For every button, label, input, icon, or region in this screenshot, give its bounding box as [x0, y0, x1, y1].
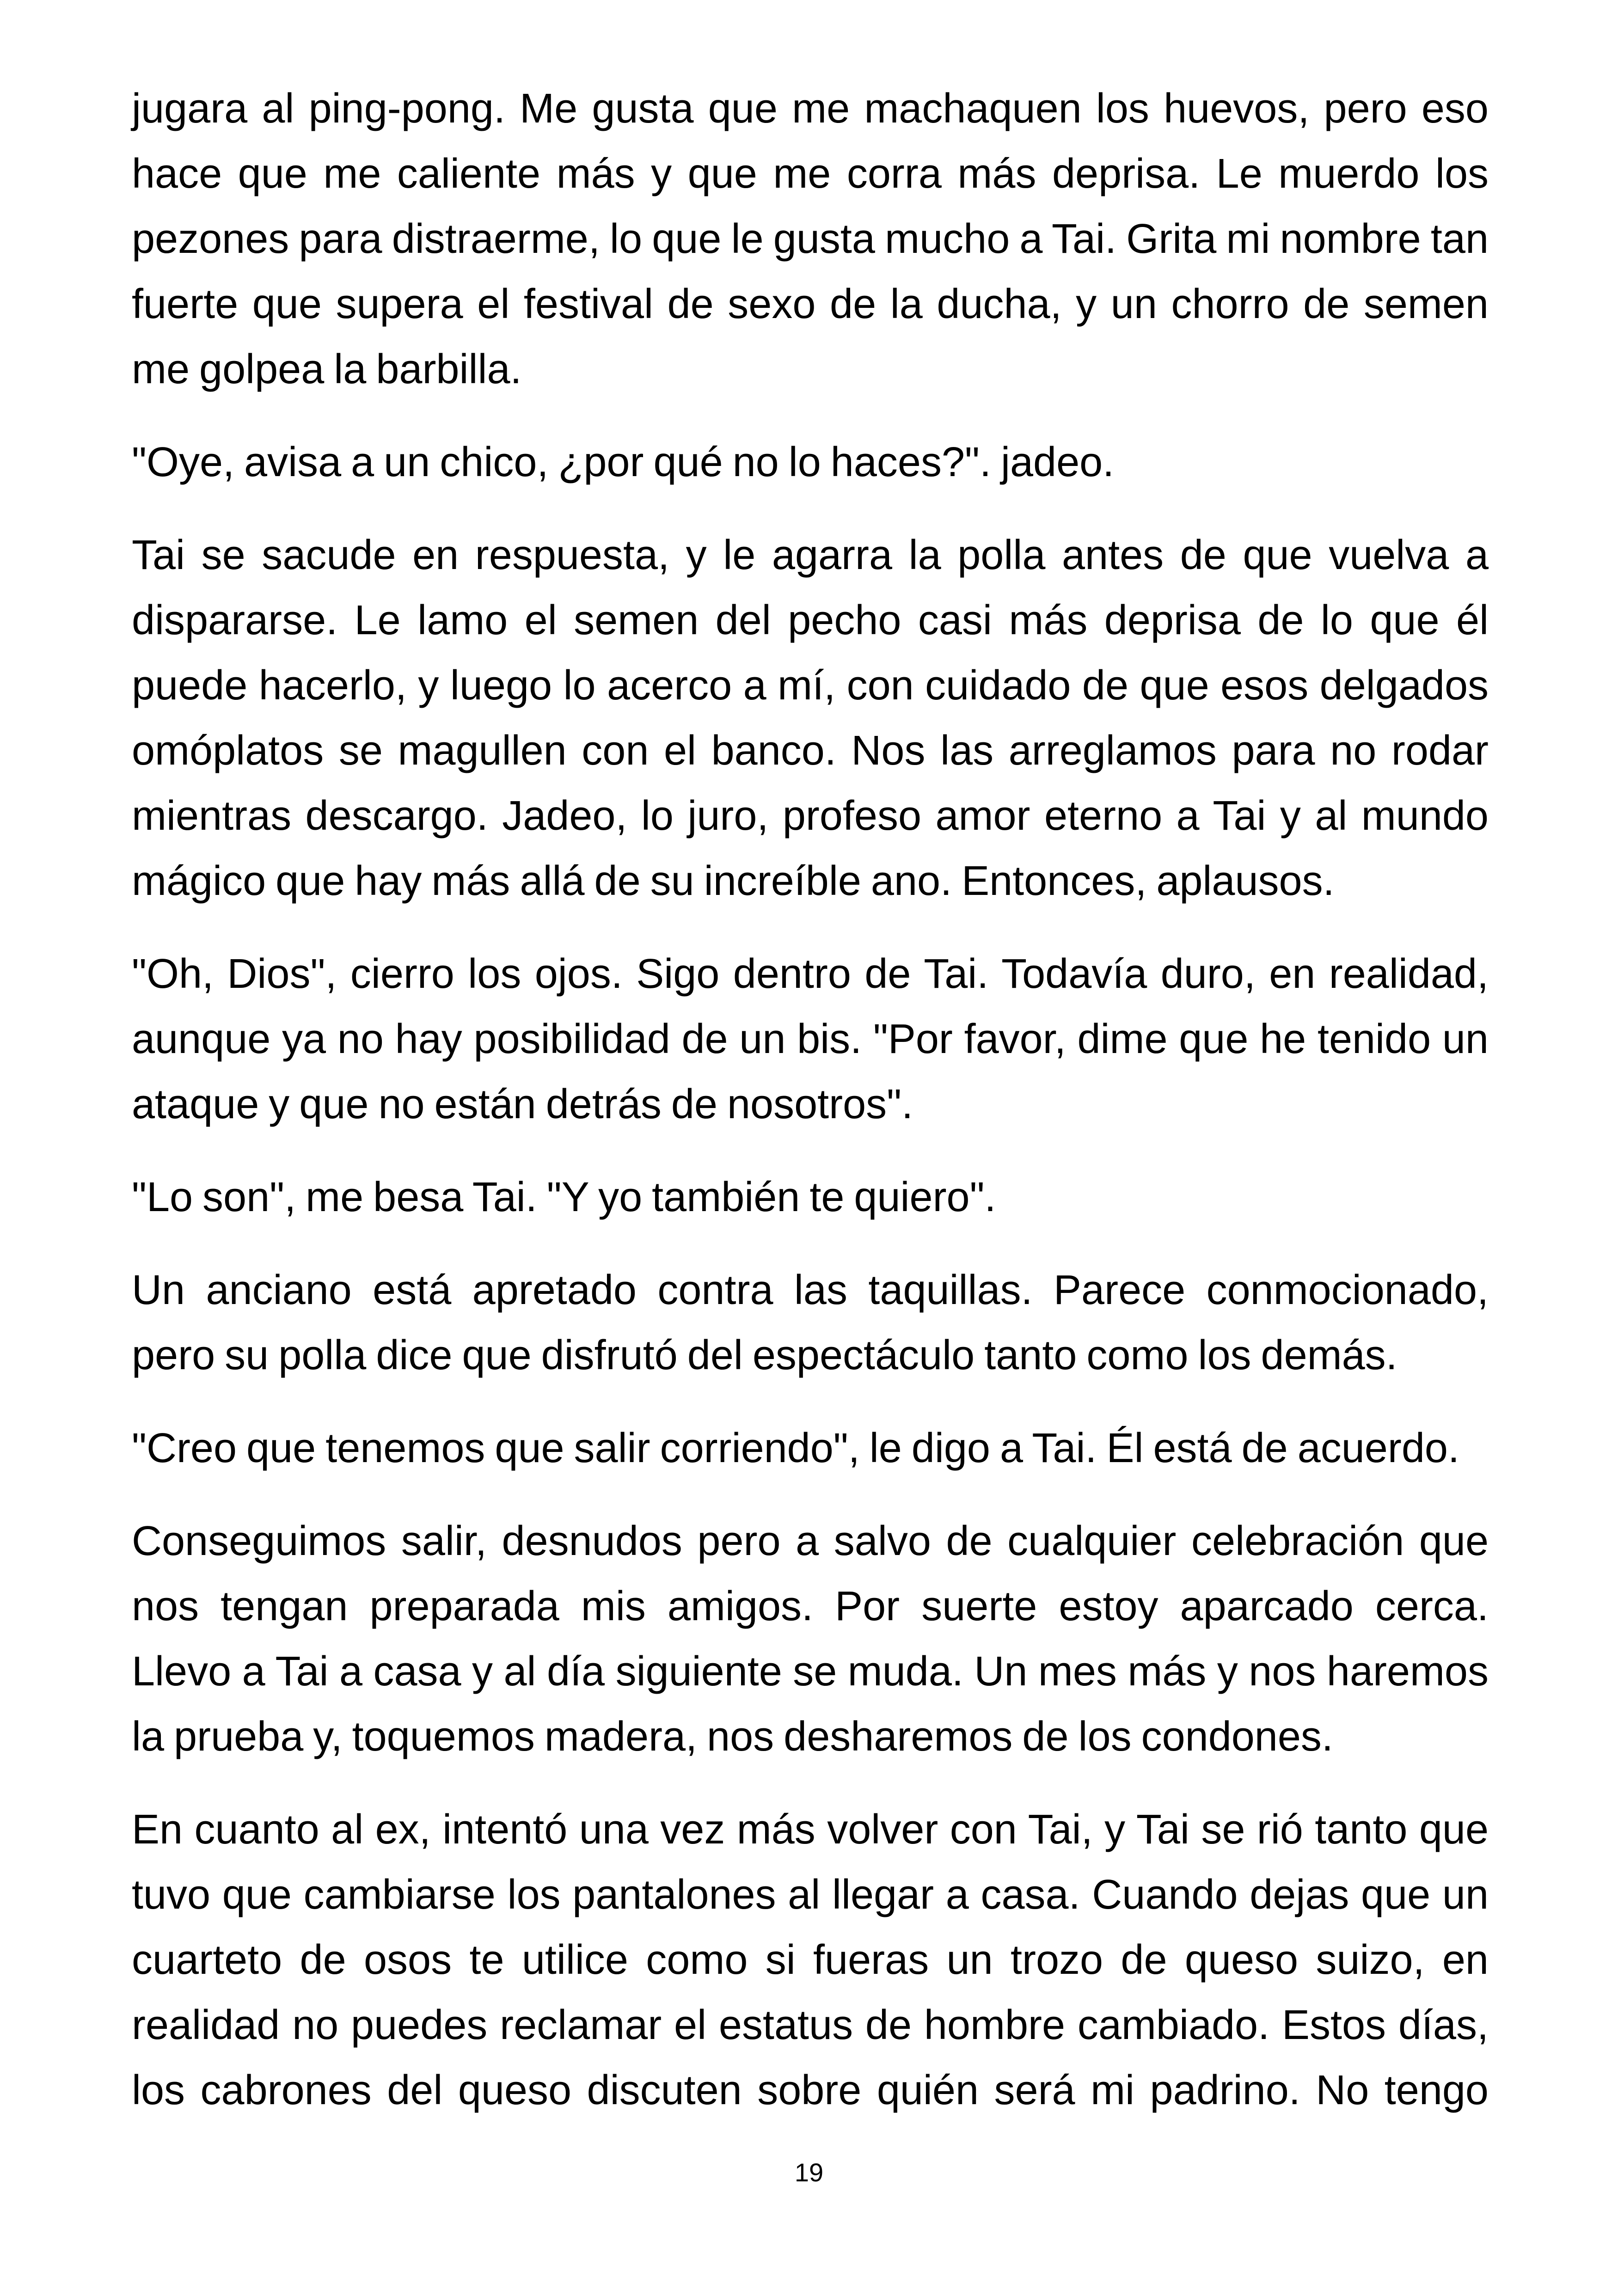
body-text [132, 76, 1489, 2151]
paragraph-9: En cuanto al ex, intentó una vez más volver con Tai, y Tai se rió tanto que tuvo que cambiarse los pantalones al llegar a casa. Cuando dejas que un cuarteto de osos te utilice como si fueras un trozo de queso suizo, en realidad no puedes reclamar el estatus de hombre cambiado. Estos días, los cabrones del queso discuten sobre quién será mi padrino. No tengo [132, 1806, 1489, 2113]
paragraph-2: "Oye, avisa a un chico, ¿por qué no lo haces?". jadeo. [132, 439, 1115, 485]
paragraph-6: Un anciano está apretado contra las taquillas. Parece conmocionado, pero su polla dice que disfrutó del espectáculo tanto como los demás. [132, 1267, 1489, 1378]
paragraph-4: "Oh, Dios", cierro los ojos. Sigo dentro de Tai. Todavía duro, en realidad, aunque ya no hay posibilidad de un bis. "Por favor, dime que he tenido un ataque y que no están detrás de nosotros". [132, 951, 1489, 1127]
paragraph-8: Conseguimos salir, desnudos pero a salvo de cualquier celebración que nos tengan preparada mis amigos. Por suerte estoy aparcado cerca. Llevo a Tai a casa y al día siguiente se muda. Un mes más y nos haremos la prueba y, toquemos madera, nos desharemos de los condones. [132, 1518, 1489, 1760]
paragraph-3: Tai se sacude en respuesta, y le agarra la polla antes de que vuelva a dispararse. Le lamo el semen del pecho casi más deprisa de lo que él puede hacerlo, y luego lo acerco a mí, con cuidado de que esos delgados omóplatos se magullen con el banco. Nos las arreglamos para no rodar mientras descargo. Jadeo, lo juro, profeso amor eterno a Tai y al mundo mágico que hay más allá de su increíble ano. Entonces, aplausos. [132, 532, 1489, 904]
paragraph-7: "Creo que tenemos que salir corriendo", le digo a Tai. Él está de acuerdo. [132, 1425, 1459, 1471]
paragraph-5: "Lo son", me besa Tai. "Y yo también te quiero". [132, 1174, 996, 1220]
page-number: 19 [794, 2158, 824, 2187]
paragraph-1: jugara al ping-pong. Me gusta que me machaquen los huevos, pero eso hace que me caliente más y que me corra más deprisa. Le muerdo los pezones para distraerme, lo que le gusta mucho a Tai. Grita mi nombre tan fuerte que supera el festival de sexo de la ducha, y un chorro de semen me golpea la barbilla. [132, 86, 1489, 392]
